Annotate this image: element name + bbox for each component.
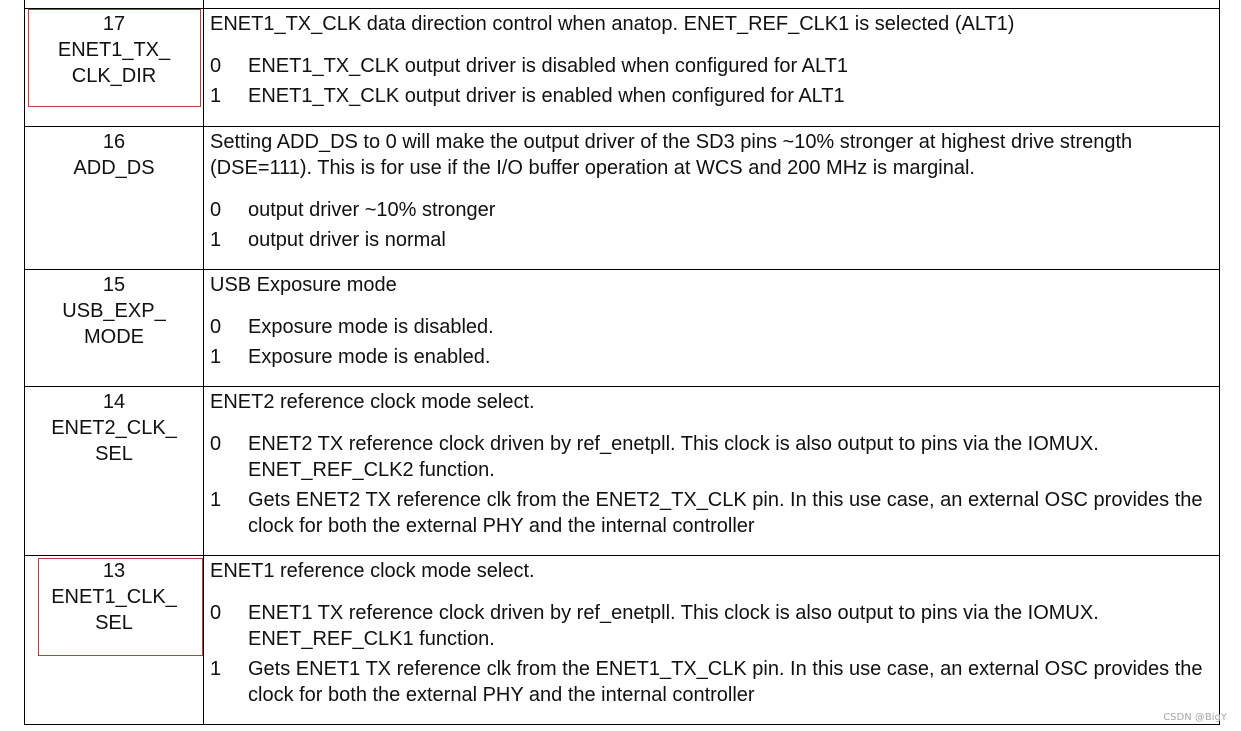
field-description: ENET2 reference clock mode select. — [210, 391, 535, 413]
value-row — [210, 53, 1213, 79]
value-row — [210, 227, 1213, 253]
field-bit: 16 — [102, 131, 126, 153]
watermark: CSDN @BigY — [1163, 712, 1227, 723]
field-description: ENET1_TX_CLK data direction control when anatop. ENET_REF_CLK1 is selected (ALT1) — [210, 13, 1015, 35]
field-bit: 13 — [102, 560, 126, 582]
value-text: ENET2 TX reference clock driven by ref_enetpll. This clock is also output to pins via the IOMUX. ENET_REF_CLK2 function. — [248, 433, 1099, 481]
value-text: Gets ENET2 TX reference clk from the ENET2_TX_CLK pin. In this use case, an external OSC provides the clock for both the external PHY and the internal controller — [248, 489, 1203, 537]
description-cell — [204, 9, 1220, 127]
value-row — [210, 197, 1213, 223]
value-text: output driver is normal — [248, 229, 446, 251]
field-name: ENET2_CLK_ SEL — [51, 417, 177, 465]
field-bit: 17 — [102, 13, 126, 35]
value-row — [210, 600, 1213, 652]
field-description: USB Exposure mode — [210, 274, 397, 296]
value-key: 1 — [210, 229, 222, 251]
table-row — [25, 387, 1220, 556]
value-text: ENET1 TX reference clock driven by ref_enetpll. This clock is also output to pins via the IOMUX. ENET_REF_CLK1 function. — [248, 602, 1099, 650]
table-row — [25, 270, 1220, 387]
field-cell — [25, 556, 204, 725]
value-key: 0 — [210, 602, 222, 624]
value-key: 1 — [210, 658, 222, 680]
table-row — [25, 556, 1220, 725]
field-cell — [25, 127, 204, 270]
field-cell — [25, 270, 204, 387]
value-key: 0 — [210, 316, 222, 338]
field-name: ADD_DS — [73, 157, 155, 179]
field-name: ENET1_CLK_ SEL — [51, 586, 177, 634]
column-divider — [203, 0, 204, 8]
value-row — [210, 83, 1213, 109]
field-name: ENET1_TX_ CLK_DIR — [57, 39, 171, 87]
value-key: 1 — [210, 85, 222, 107]
register-field-table — [24, 8, 1220, 725]
value-text: ENET1_TX_CLK output driver is disabled when configured for ALT1 — [248, 55, 848, 77]
table-row — [25, 127, 1220, 270]
value-key: 1 — [210, 346, 222, 368]
field-bit: 15 — [102, 274, 126, 296]
field-description: ENET1 reference clock mode select. — [210, 560, 535, 582]
value-text: Exposure mode is enabled. — [248, 346, 491, 368]
field-description: Setting ADD_DS to 0 will make the output driver of the SD3 pins ~10% stronger at highest drive strength (DSE=111). This is for use if the I/O buffer operation at WCS and 200 MHz is marginal. — [210, 131, 1133, 179]
value-key: 1 — [210, 489, 222, 511]
value-row — [210, 431, 1213, 483]
table-row — [25, 9, 1220, 127]
value-text: Gets ENET1 TX reference clk from the ENET1_TX_CLK pin. In this use case, an external OSC provides the clock for both the external PHY and the internal controller — [248, 658, 1203, 706]
value-row — [210, 344, 1213, 370]
description-cell — [204, 270, 1220, 387]
value-text: Exposure mode is disabled. — [248, 316, 494, 338]
value-key: 0 — [210, 433, 222, 455]
value-row — [210, 656, 1213, 708]
value-key: 0 — [210, 55, 222, 77]
description-cell — [204, 127, 1220, 270]
field-bit: 14 — [102, 391, 126, 413]
field-cell — [25, 9, 204, 127]
value-text: ENET1_TX_CLK output driver is enabled when configured for ALT1 — [248, 85, 845, 107]
field-cell — [25, 387, 204, 556]
field-name: USB_EXP_ MODE — [62, 300, 166, 348]
description-cell — [204, 556, 1220, 725]
value-row — [210, 487, 1213, 539]
value-key: 0 — [210, 199, 222, 221]
value-text: output driver ~10% stronger — [248, 199, 496, 221]
description-cell — [204, 387, 1220, 556]
value-row — [210, 314, 1213, 340]
